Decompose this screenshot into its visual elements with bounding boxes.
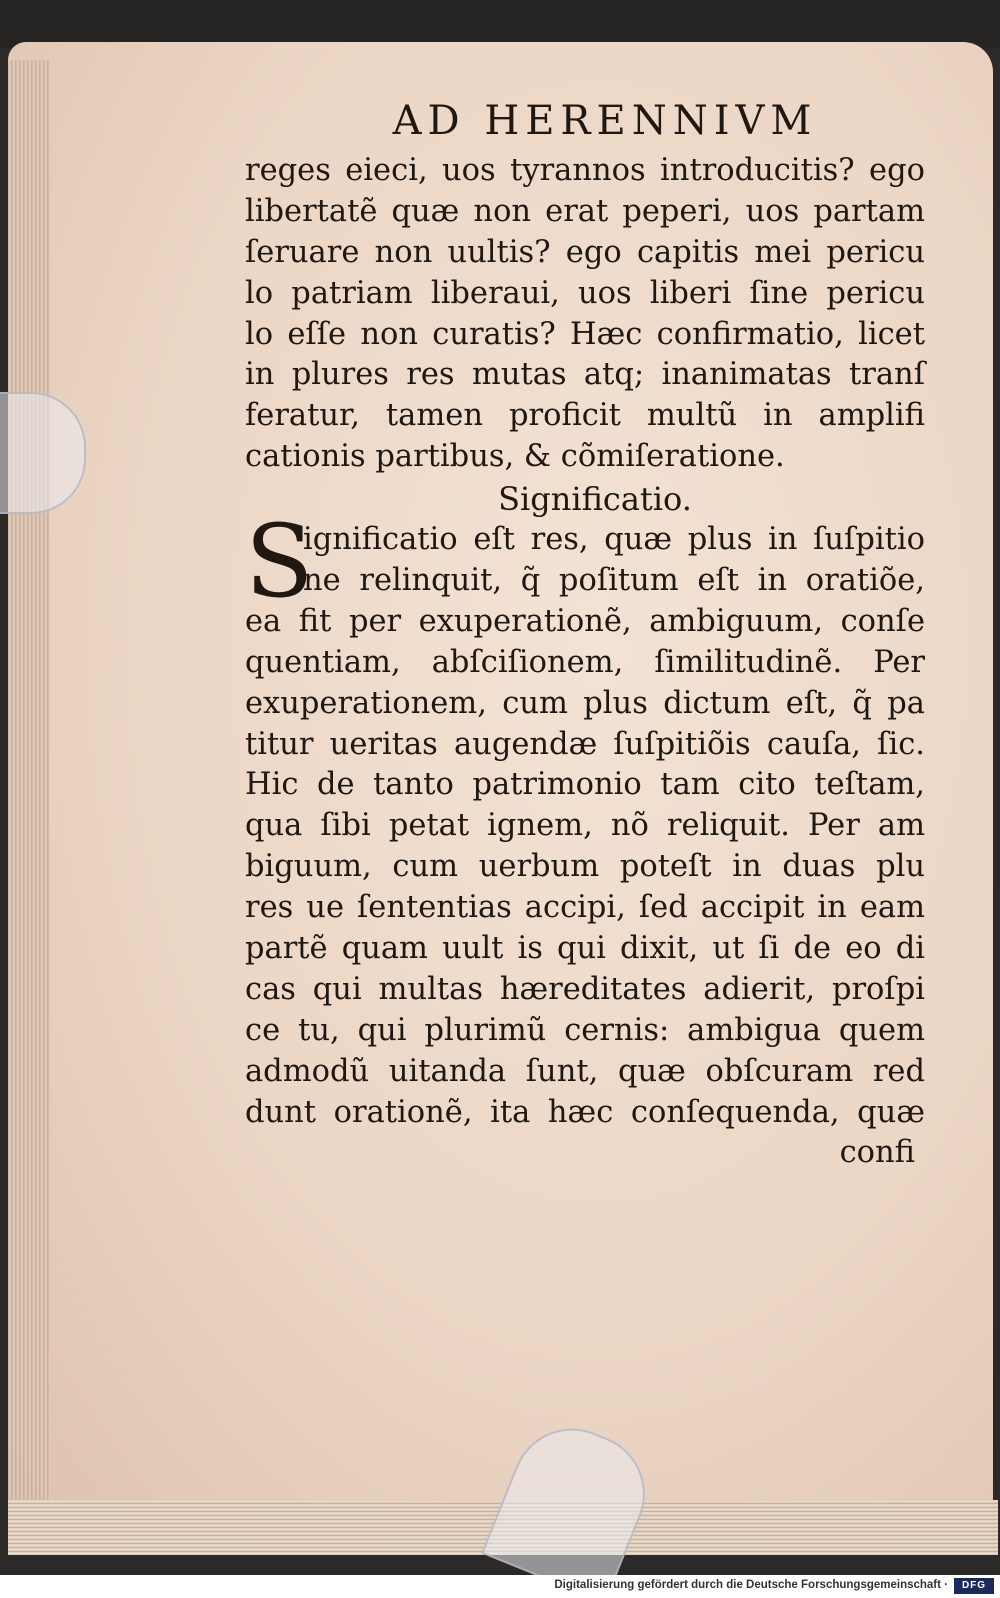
- text-line: lo eſſe non curatis? Hæc confirmatio, licet: [245, 316, 925, 352]
- catchword: confi: [839, 1135, 915, 1171]
- text-line: ſeruare non uultis? ego capitis mei pericu: [245, 234, 925, 270]
- background-dark: [0, 0, 1000, 48]
- dfg-logo-icon: DFG: [954, 1578, 994, 1594]
- text-line: biguum, cum uerbum poteſt in duas plu: [245, 849, 925, 885]
- text-line: admodũ uitanda ſunt, quæ obſcuram red: [245, 1053, 925, 1089]
- paragraph-before-heading: [245, 151, 925, 478]
- text-line: libertatẽ quæ non erat peperi, uos partam: [245, 193, 925, 229]
- text-line: lo patriam liberaui, uos liberi ſine pericu: [245, 275, 925, 311]
- text-line: res ue ſententias accipi, ſed accipit in eam: [245, 890, 925, 926]
- text-line: ce tu, qui plurimũ cernis: ambigua quem: [245, 1012, 925, 1048]
- page-edges-left: [8, 60, 50, 1500]
- text-line: ea fit per exuperationẽ, ambiguum, conſe: [245, 603, 925, 639]
- running-header: AD HERENNIVM: [392, 98, 818, 144]
- text-line: dunt orationẽ, ita hæc conſequenda, quæ: [245, 1094, 925, 1130]
- section-heading: Significatio.: [498, 480, 692, 519]
- text-line: feratur, tamen proficit multũ in amplifi: [245, 398, 925, 434]
- text-line: cas qui multas hæreditates adierit, proſpi: [245, 971, 925, 1007]
- text-line: partẽ quam uult is qui dixit, ut ſi de eo di: [245, 931, 925, 967]
- page-text: [245, 95, 925, 1174]
- text-line: in plures res mutas atq; inanimatas tranſ: [245, 357, 925, 393]
- text-line: Hic de tanto patrimonio tam cito teſtam,: [245, 767, 925, 803]
- text-line: qua ſibi petat ignem, nõ reliquit. Per am: [245, 808, 925, 844]
- paragraph-body: [245, 602, 925, 1174]
- text-line: quentiam, abſciſionem, ſimilitudinẽ. Per: [245, 644, 925, 680]
- funding-credit: Digitalisierung gefördert durch die Deutsche Forschungsgemeinschaft ·: [554, 1579, 948, 1591]
- dropcap: S: [245, 503, 314, 621]
- text-line: ignificatio eſt res, quæ plus in ſuſpitio: [303, 522, 925, 558]
- text-line: titur ueritas augendæ ſuſpitiõis cauſa, ſic.: [245, 726, 925, 762]
- text-line: cationis partibus, & cõmiſeratione.: [245, 439, 785, 475]
- text-line: ne relinquit, q̃ poſitum eſt in oratiõe,: [303, 563, 925, 599]
- text-line: reges eieci, uos tyrannos introducitis? ego: [245, 153, 925, 188]
- footer-bar: [0, 1575, 1000, 1598]
- text-line: exuperationem, cum plus dictum eſt, q̃ pa: [245, 685, 925, 721]
